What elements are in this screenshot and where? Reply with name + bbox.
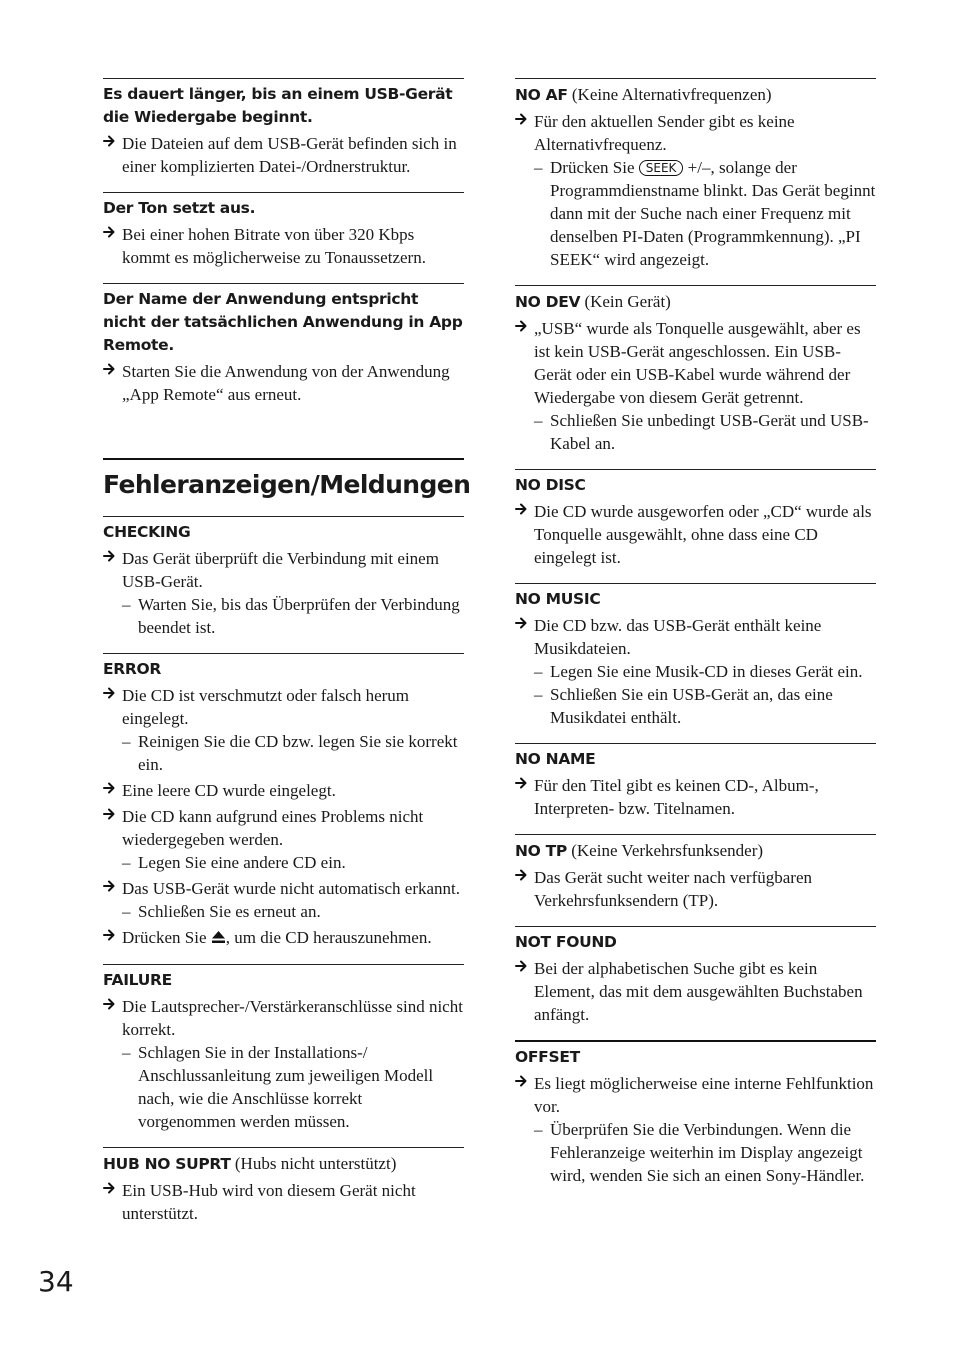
item-text: Drücken Sie xyxy=(122,928,211,947)
right-arrow-icon xyxy=(515,614,527,637)
code-text: NO TP xyxy=(515,842,567,860)
message-code xyxy=(103,1152,464,1176)
message-code xyxy=(515,839,876,863)
trouble-heading: Der Ton setzt aus. xyxy=(103,199,256,217)
message-offset xyxy=(515,1040,876,1187)
list-item xyxy=(103,995,464,1041)
code-description: (Hubs nicht unterstützt) xyxy=(230,1154,397,1173)
item-text: Das Gerät sucht weiter nach verfügbaren Verkehrsfunksendern (TP). xyxy=(534,868,813,910)
list-item xyxy=(515,957,876,1026)
right-arrow-icon xyxy=(103,360,115,383)
right-arrow-icon xyxy=(515,957,527,980)
list-item xyxy=(103,132,464,178)
sub-text: +/–, solange der Programmdienstname blinkt. Das Gerät beginnt dann mit der Suche nach einer Frequenz mit denselben PI-Daten (Programmkennung). „PI SEEK“ wird angezeigt. xyxy=(550,158,876,269)
right-arrow-icon xyxy=(515,500,527,523)
message-checking xyxy=(103,516,464,639)
message-code xyxy=(515,748,876,771)
sub-item xyxy=(515,1118,876,1187)
message-code xyxy=(515,83,876,107)
right-column xyxy=(515,78,876,1187)
list-item xyxy=(515,614,876,660)
sub-text: Schließen Sie ein USB-Gerät an, das eine Musikdatei enthält. xyxy=(550,685,833,727)
code-text: NOT FOUND xyxy=(515,933,617,951)
message-no-music xyxy=(515,583,876,729)
code-text: NO NAME xyxy=(515,750,596,768)
code-description: (Keine Alternativfrequenzen) xyxy=(567,85,772,104)
sub-text: Legen Sie eine andere CD ein. xyxy=(138,853,346,872)
right-arrow-icon xyxy=(515,317,527,340)
right-arrow-icon xyxy=(515,866,527,889)
dash-bullet: – xyxy=(122,1043,131,1062)
trouble-heading: Es dauert länger, bis an einem USB-Gerät die Wiedergabe beginnt. xyxy=(103,85,453,126)
list-item xyxy=(515,866,876,912)
sub-item xyxy=(515,409,876,455)
item-text: Bei der alphabetischen Suche gibt es kein Element, das mit dem ausgewählten Buchstaben anfängt. xyxy=(534,959,863,1024)
trouble-app-name xyxy=(103,283,464,406)
right-arrow-icon xyxy=(103,1179,115,1202)
code-text: NO DISC xyxy=(515,476,586,494)
item-text: Die Dateien auf dem USB-Gerät befinden sich in einer komplizierten Datei-/Ordnerstruktur. xyxy=(122,134,457,176)
right-arrow-icon xyxy=(515,1072,527,1095)
seek-button-label: SEEK xyxy=(639,160,684,176)
list-item xyxy=(515,110,876,156)
dash-bullet: – xyxy=(122,732,131,751)
code-text: NO DEV xyxy=(515,293,581,311)
trouble-heading: Der Name der Anwendung entspricht nicht der tatsächlichen Anwendung in App Remote. xyxy=(103,290,463,354)
code-text: CHECKING xyxy=(103,523,191,541)
page-title: Fehleranzeigen/Meldungen xyxy=(103,470,471,499)
page-number: 34 xyxy=(38,1265,74,1298)
right-arrow-icon xyxy=(103,547,115,570)
dash-bullet: – xyxy=(534,662,543,681)
right-arrow-icon xyxy=(103,132,115,155)
code-description: (Keine Verkehrsfunksender) xyxy=(566,841,764,860)
item-text: Die Lautsprecher-/Verstärkeranschlüsse sind nicht korrekt. xyxy=(122,997,463,1039)
list-item xyxy=(103,779,464,802)
message-code xyxy=(103,658,464,681)
section-heading xyxy=(103,458,471,516)
code-description: (Kein Gerät) xyxy=(580,292,671,311)
list-item xyxy=(103,223,464,269)
code-text: HUB NO SUPRT xyxy=(103,1155,231,1173)
right-arrow-icon xyxy=(103,223,115,246)
list-item xyxy=(515,774,876,820)
dash-bullet: – xyxy=(122,595,131,614)
item-text: Bei einer hohen Bitrate von über 320 Kbps kommt es möglicherweise zu Tonaussetzern. xyxy=(122,225,426,267)
list-item xyxy=(515,1072,876,1118)
left-column xyxy=(103,78,471,1225)
code-text: ERROR xyxy=(103,660,162,678)
right-arrow-icon xyxy=(515,110,527,133)
item-text: „USB“ wurde als Tonquelle ausgewählt, aber es ist kein USB-Gerät angeschlossen. Ein USB-Gerät oder ein USB-Kabel wurde während der Wiedergabe von diesem Gerät getrennt. xyxy=(534,319,861,407)
item-text: Die CD wurde ausgeworfen oder „CD“ wurde als Tonquelle ausgewählt, ohne dass eine CD eingelegt ist. xyxy=(534,502,872,567)
right-arrow-icon xyxy=(103,684,115,707)
message-no-disc xyxy=(515,469,876,569)
list-item xyxy=(103,547,464,593)
right-arrow-icon xyxy=(103,926,115,949)
message-code xyxy=(515,290,876,314)
message-code xyxy=(515,588,876,611)
dash-bullet: – xyxy=(534,1120,543,1139)
dash-bullet: – xyxy=(122,902,131,921)
sub-item xyxy=(103,900,464,923)
dash-bullet: – xyxy=(534,411,543,430)
sub-text: Reinigen Sie die CD bzw. legen Sie sie korrekt ein. xyxy=(138,732,458,774)
sub-item xyxy=(515,156,876,271)
item-text: Für den aktuellen Sender gibt es keine Alternativfrequenz. xyxy=(534,112,795,154)
sub-item xyxy=(103,730,464,776)
dash-bullet: – xyxy=(534,685,543,704)
message-no-name xyxy=(515,743,876,820)
sub-item xyxy=(515,683,876,729)
dash-bullet: – xyxy=(122,853,131,872)
message-hub-no-suprt xyxy=(103,1147,464,1225)
sub-text: Drücken Sie xyxy=(550,158,639,177)
item-text: Die CD bzw. das USB-Gerät enthält keine Musikdateien. xyxy=(534,616,822,658)
item-text: Für den Titel gibt es keinen CD-, Album-, Interpreten- bzw. Titelnamen. xyxy=(534,776,819,818)
item-text: Das Gerät überprüft die Verbindung mit einem USB-Gerät. xyxy=(122,549,439,591)
sub-text: Schlagen Sie in der Installations-/ Anschlussanleitung zum jeweiligen Modell nach, wie die Anschlüsse korrekt vorgenommen werden müssen. xyxy=(138,1043,434,1131)
eject-icon xyxy=(211,927,226,950)
message-no-af xyxy=(515,78,876,271)
item-text: , um die CD herauszunehmen. xyxy=(225,928,432,947)
sub-text: Schließen Sie es erneut an. xyxy=(138,902,321,921)
item-text: Eine leere CD wurde eingelegt. xyxy=(122,781,336,800)
right-arrow-icon xyxy=(515,774,527,797)
list-item xyxy=(515,317,876,409)
sub-item xyxy=(103,1041,464,1133)
list-item xyxy=(103,926,464,950)
message-no-dev xyxy=(515,285,876,455)
sub-item xyxy=(103,593,464,639)
item-text: Die CD ist verschmutzt oder falsch herum eingelegt. xyxy=(122,686,410,728)
sub-text: Warten Sie, bis das Überprüfen der Verbindung beendet ist. xyxy=(138,595,460,637)
list-item xyxy=(103,360,464,406)
right-arrow-icon xyxy=(103,805,115,828)
sub-item xyxy=(515,660,876,683)
list-item xyxy=(103,805,464,851)
message-code xyxy=(515,931,876,954)
trouble-usb-delay xyxy=(103,78,464,178)
sub-text: Überprüfen Sie die Verbindungen. Wenn die Fehleranzeige weiterhin im Display angezeigt wird, wenden Sie sich an einen Sony-Händler. xyxy=(550,1120,865,1185)
sub-text: Schließen Sie unbedingt USB-Gerät und USB-Kabel an. xyxy=(550,411,869,453)
code-text: OFFSET xyxy=(515,1048,580,1066)
item-text: Es liegt möglicherweise eine interne Fehlfunktion vor. xyxy=(534,1074,874,1116)
sub-item xyxy=(103,851,464,874)
right-arrow-icon xyxy=(103,995,115,1018)
message-code xyxy=(515,1046,876,1069)
dash-bullet: – xyxy=(534,158,543,177)
right-arrow-icon xyxy=(103,779,115,802)
right-arrow-icon xyxy=(103,877,115,900)
item-text: Die CD kann aufgrund eines Problems nicht wiedergegeben werden. xyxy=(122,807,424,849)
list-item xyxy=(103,877,464,900)
message-error xyxy=(103,653,464,950)
list-item xyxy=(515,500,876,569)
item-text: Ein USB-Hub wird von diesem Gerät nicht unterstützt. xyxy=(122,1181,416,1223)
code-text: NO MUSIC xyxy=(515,590,601,608)
item-text: Das USB-Gerät wurde nicht automatisch erkannt. xyxy=(122,879,461,898)
message-code xyxy=(515,474,876,497)
code-text: FAILURE xyxy=(103,971,172,989)
sub-text: Legen Sie eine Musik-CD in dieses Gerät ein. xyxy=(550,662,863,681)
list-item xyxy=(103,1179,464,1225)
message-failure xyxy=(103,964,464,1133)
list-item xyxy=(103,684,464,730)
message-code xyxy=(103,969,464,992)
item-text: Starten Sie die Anwendung von der Anwendung „App Remote“ aus erneut. xyxy=(122,362,450,404)
message-code xyxy=(103,521,464,544)
message-no-tp xyxy=(515,834,876,912)
message-not-found xyxy=(515,926,876,1026)
code-text: NO AF xyxy=(515,86,568,104)
trouble-sound-drops xyxy=(103,192,464,269)
